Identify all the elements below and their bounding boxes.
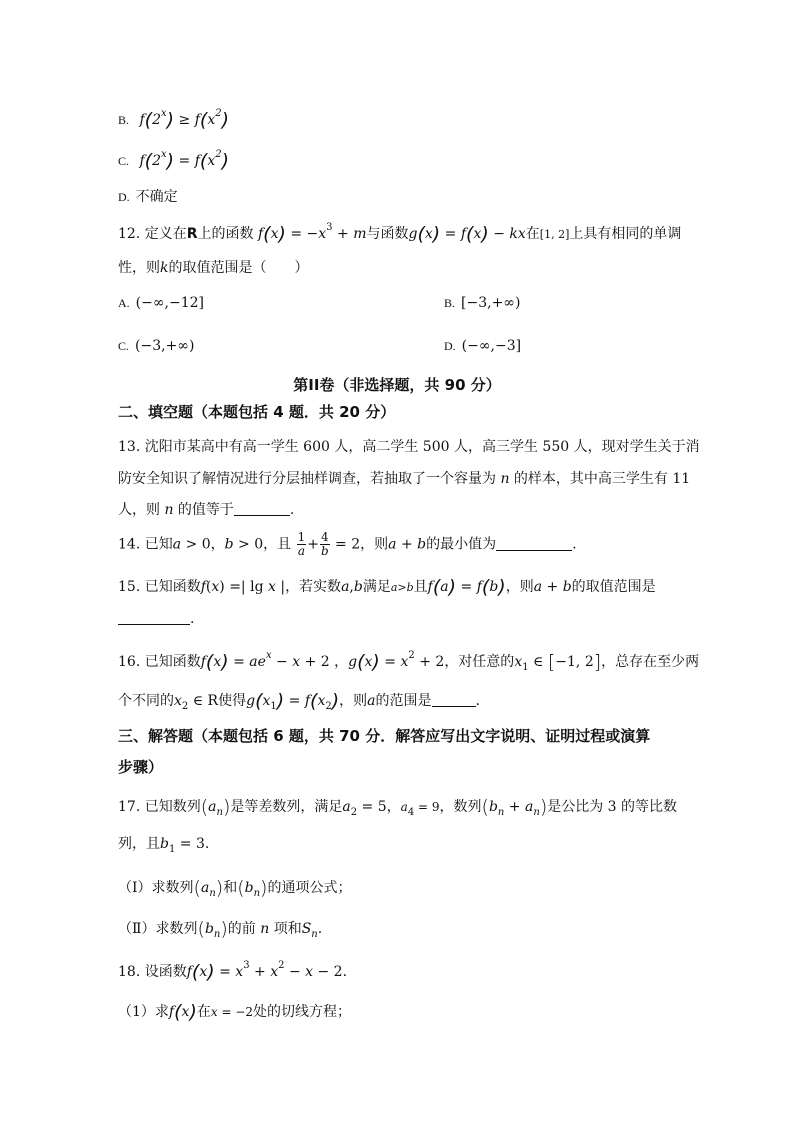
answer-blank[interactable] — [118, 612, 190, 625]
q12-option-c: C. (−3,+∞) — [118, 338, 195, 354]
q13-line3: 人，则 n 的值等于 . — [118, 502, 295, 518]
q17-line1: 17. 已知数列$(a_n)$是等差数列，满足$a_2 = 5$，$a_4 = 9$，数列$(b_n + a_n)$是公比为 3 的等比数 — [118, 796, 678, 818]
answer-blank[interactable] — [234, 503, 290, 516]
solution-section-title-1: 三、解答题（本题包括 6 题，共 70 分．解答应写出文字说明、证明过程或演算 — [118, 727, 651, 745]
q11-option-d: D. 不确定 — [118, 189, 178, 205]
q13-line2: 防安全知识了解情况进行分层抽样调查，若抽取了一个容量为 n 的样本，其中高三学生有 11 — [118, 471, 691, 487]
q12-option-a: A. (−∞,−12] — [118, 295, 204, 311]
q12-option-b: B. [−3,+∞) — [444, 295, 521, 311]
math: g(x) = f(x) − kx — [408, 223, 526, 245]
q11-option-c: C. $f(2^x) = f(x^2)$ — [118, 149, 230, 172]
q17-part2: （Ⅱ）求数列$(b_n)$的前 n 项和$S_n$. — [118, 918, 323, 940]
math: $f(2^x) = f(x^2)$ — [139, 149, 230, 172]
q14-line: 14. 已知a > 0，b > 0，且 $\frac{1}{a}$ + $\frac{4}{b}$ = 2，则a + b的最小值为 . — [118, 530, 577, 558]
q12-option-d: D. (−∞,−3] — [444, 338, 522, 354]
q12-stem-line1: 12. 定义在R上的函数 $f(x) = -x^3 + m$与函数g(x) = f(x) − kx在[1, 2]上具有相同的单调 — [118, 222, 682, 245]
section-2-heading: 第II卷（非选择题，共 90 分） — [293, 376, 501, 394]
q15-line1: 15. 已知函数f(x) =| lg x |，若实数a,b满足a>b且f(a) = f(b)，则a + b的取值范围是 — [118, 576, 656, 598]
q18-part1: （1）求f(x)在x = −2处的切线方程； — [118, 1001, 352, 1023]
solution-section-title-2: 步骤） — [118, 758, 164, 776]
answer-blank[interactable] — [432, 694, 476, 707]
q12-stem-line2: 性，则k的取值范围是（ ） — [118, 260, 309, 276]
q18-line1: 18. 设函数$f(x) = x^3 + x^2 - x - 2$. — [118, 960, 348, 983]
q17-line2: 列，且$b_1 = 3$. — [118, 836, 210, 855]
q17-part1: （Ⅰ）求数列$(a_n)$和$(b_n)$的通项公式； — [118, 877, 352, 899]
answer-blank[interactable] — [496, 538, 572, 551]
q16-line2: 个不同的$x_2$ ∈ R使得$g(x_1) = f(x_2)$，则a的范围是 . — [118, 690, 480, 712]
fraction: $\frac{4}{b}$ — [320, 530, 329, 558]
math: $f(x) = -x^3 + m$ — [257, 222, 367, 245]
q16-line1: 16. 已知函数$f(x) = ae^x - x + 2$ ，$g(x) = x^2 + 2$，对任意的$x_1$ ∈ [−1, 2]，总存在至少两 — [118, 650, 700, 673]
q13-line1: 13. 沈阳市某高中有高一学生 600 人，高二学生 500 人，高三学生 550 人，现对学生关于消 — [118, 439, 700, 455]
q15-line2: . — [118, 612, 194, 626]
q11-option-b: B. $f(2^x) \ge f(x^2)$ — [118, 108, 230, 131]
math: $f(2^x) \ge f(x^2)$ — [139, 108, 230, 131]
fraction: $\frac{1}{a}$ — [297, 530, 306, 558]
fill-in-section-title: 二、填空题（本题包括 4 题．共 20 分） — [118, 403, 396, 421]
